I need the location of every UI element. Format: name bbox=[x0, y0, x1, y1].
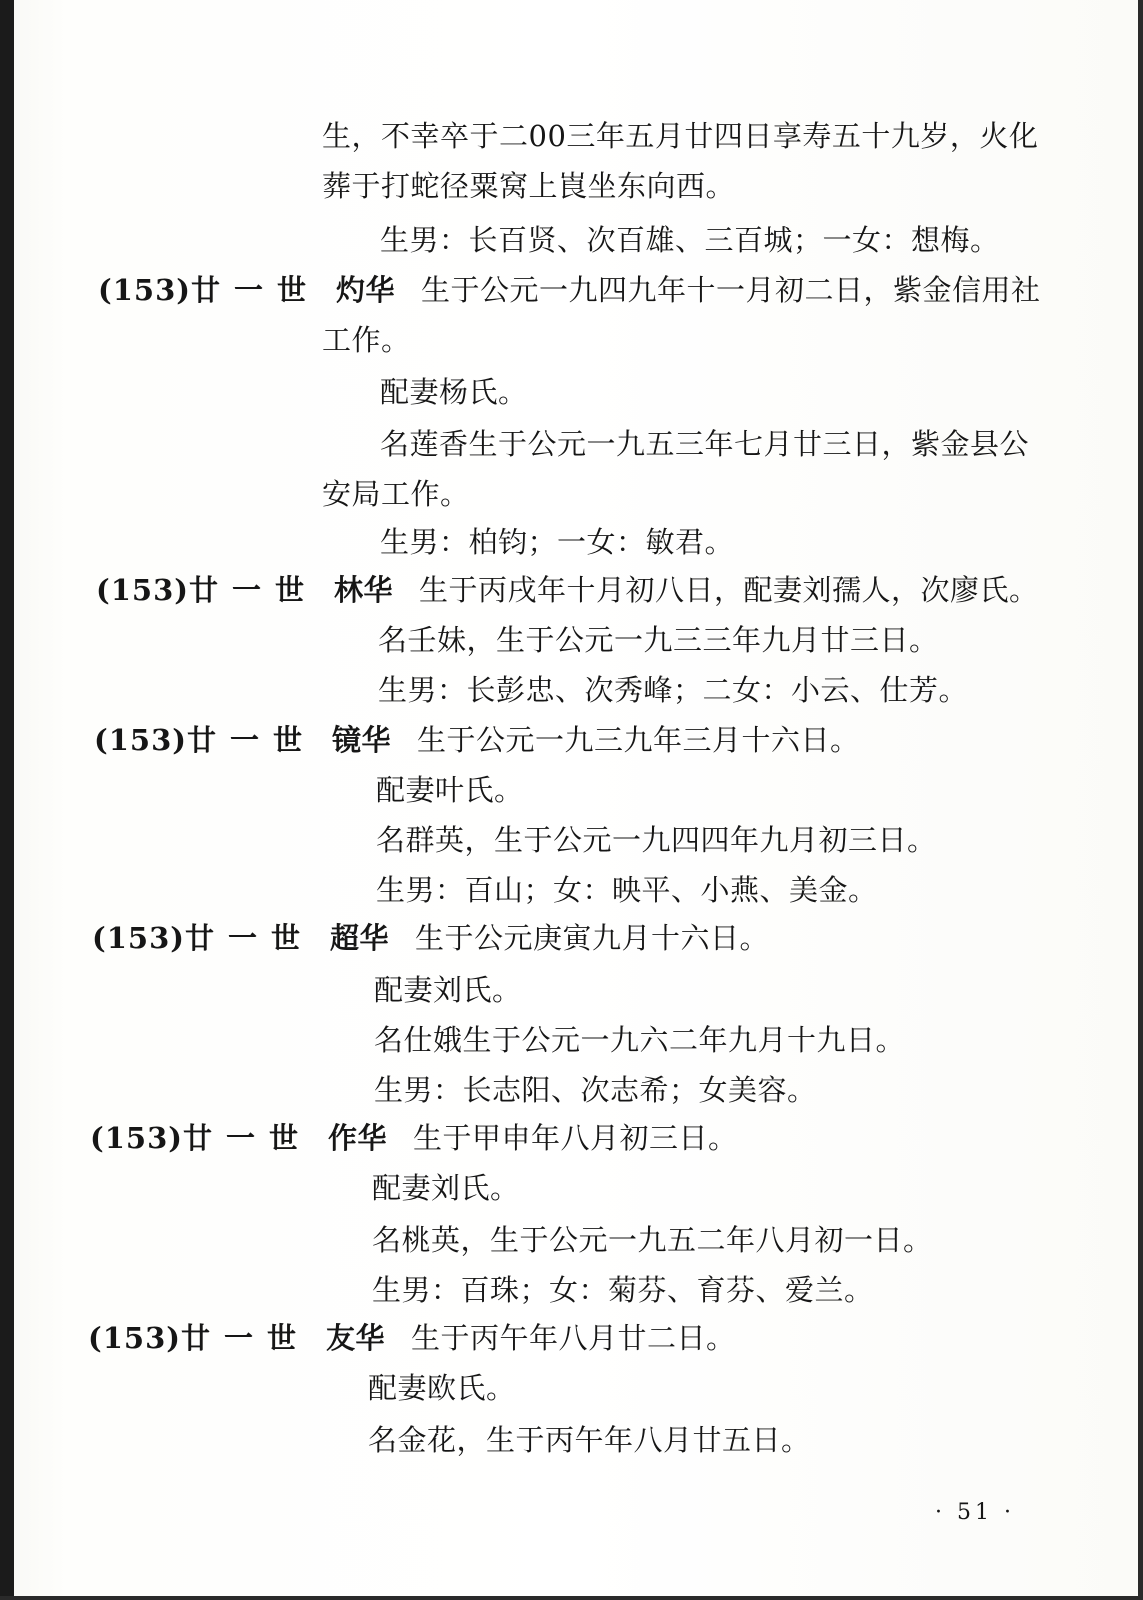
spouse-info-line: 名壬妹，生于公元一九三三年九月廿三日。 bbox=[378, 623, 939, 657]
spouse-line: 配妻欧氏。 bbox=[368, 1371, 516, 1405]
spouse-line: 配妻刘氏。 bbox=[372, 1171, 520, 1205]
children-line: 生男：长志阳、次志希；女美容。 bbox=[374, 1073, 817, 1107]
person-name: 林华 bbox=[334, 573, 394, 607]
generation-label: 廿一世 bbox=[186, 723, 316, 757]
continuation-line: 生，不幸卒于二00三年五月廿四日享寿五十九岁，火化 bbox=[322, 119, 1039, 153]
children-line: 生男：柏钧；一女：敏君。 bbox=[380, 525, 735, 559]
generation-label: 廿一世 bbox=[182, 1121, 312, 1155]
birth-info: 生于丙午年八月廿二日。 bbox=[411, 1321, 736, 1355]
person-name: 友华 bbox=[326, 1321, 386, 1355]
scan-edge-left bbox=[0, 0, 14, 1600]
entry-heading bbox=[90, 1120, 738, 1156]
spouse-info-line: 名桃英，生于公元一九五二年八月初一日。 bbox=[372, 1223, 933, 1257]
scan-edge-right bbox=[1138, 0, 1143, 1600]
entry-heading bbox=[94, 722, 860, 758]
children-line: 生男：百山；女：映平、小燕、美金。 bbox=[376, 873, 878, 907]
spouse-info-line: 名仕娥生于公元一九六二年九月十九日。 bbox=[374, 1023, 906, 1057]
generation-label: 廿一世 bbox=[180, 1321, 310, 1355]
entry-index: (153) bbox=[90, 1121, 183, 1155]
page-number: · 51 · bbox=[935, 1500, 1015, 1525]
entry-index: (153) bbox=[88, 1321, 181, 1355]
entry-index: (153) bbox=[96, 573, 189, 607]
spouse-line: 配妻杨氏。 bbox=[380, 375, 528, 409]
entry-index: (153) bbox=[92, 921, 185, 955]
entry-index: (153) bbox=[98, 273, 191, 307]
person-name: 作华 bbox=[328, 1121, 388, 1155]
birth-info: 生于公元庚寅九月十六日。 bbox=[415, 921, 770, 955]
spouse-line: 配妻叶氏。 bbox=[376, 773, 524, 807]
generation-label: 廿一世 bbox=[184, 921, 314, 955]
children-line: 生男：长彭忠、次秀峰；二女：小云、仕芳。 bbox=[378, 673, 969, 707]
entry-heading bbox=[98, 272, 1041, 308]
children-line: 生男：长百贤、次百雄、三百城；一女：想梅。 bbox=[380, 223, 1000, 257]
birth-info: 生于公元一九三九年三月十六日。 bbox=[417, 723, 860, 757]
person-name: 镜华 bbox=[332, 723, 392, 757]
children-line: 生男：百珠；女：菊芬、育芬、爱兰。 bbox=[372, 1273, 874, 1307]
birth-info: 生于甲申年八月初三日。 bbox=[413, 1121, 738, 1155]
spouse-info-line: 名莲香生于公元一九五三年七月廿三日，紫金县公 bbox=[380, 427, 1030, 461]
continuation-line: 葬于打蛇径粟窝上崀坐东向西。 bbox=[322, 169, 736, 203]
wrapped-text: 工作。 bbox=[322, 323, 411, 357]
entry-heading bbox=[88, 1320, 736, 1356]
entry-index: (153) bbox=[94, 723, 187, 757]
birth-info: 生于丙戌年十月初八日，配妻刘孺人，次廖氏。 bbox=[419, 573, 1039, 607]
wrapped-text: 安局工作。 bbox=[322, 477, 470, 511]
birth-info: 生于公元一九四九年十一月初二日，紫金信用社 bbox=[421, 273, 1041, 307]
generation-label: 廿一世 bbox=[188, 573, 318, 607]
entry-heading bbox=[92, 920, 769, 956]
spouse-info-line: 名金花，生于丙午年八月廿五日。 bbox=[368, 1423, 811, 1457]
generation-label: 廿一世 bbox=[190, 273, 320, 307]
entry-heading bbox=[96, 572, 1039, 608]
spouse-info-line: 名群英，生于公元一九四四年九月初三日。 bbox=[376, 823, 937, 857]
person-name: 灼华 bbox=[336, 273, 396, 307]
spouse-line: 配妻刘氏。 bbox=[374, 973, 522, 1007]
scan-edge-bottom bbox=[0, 1596, 1143, 1600]
person-name: 超华 bbox=[330, 921, 390, 955]
